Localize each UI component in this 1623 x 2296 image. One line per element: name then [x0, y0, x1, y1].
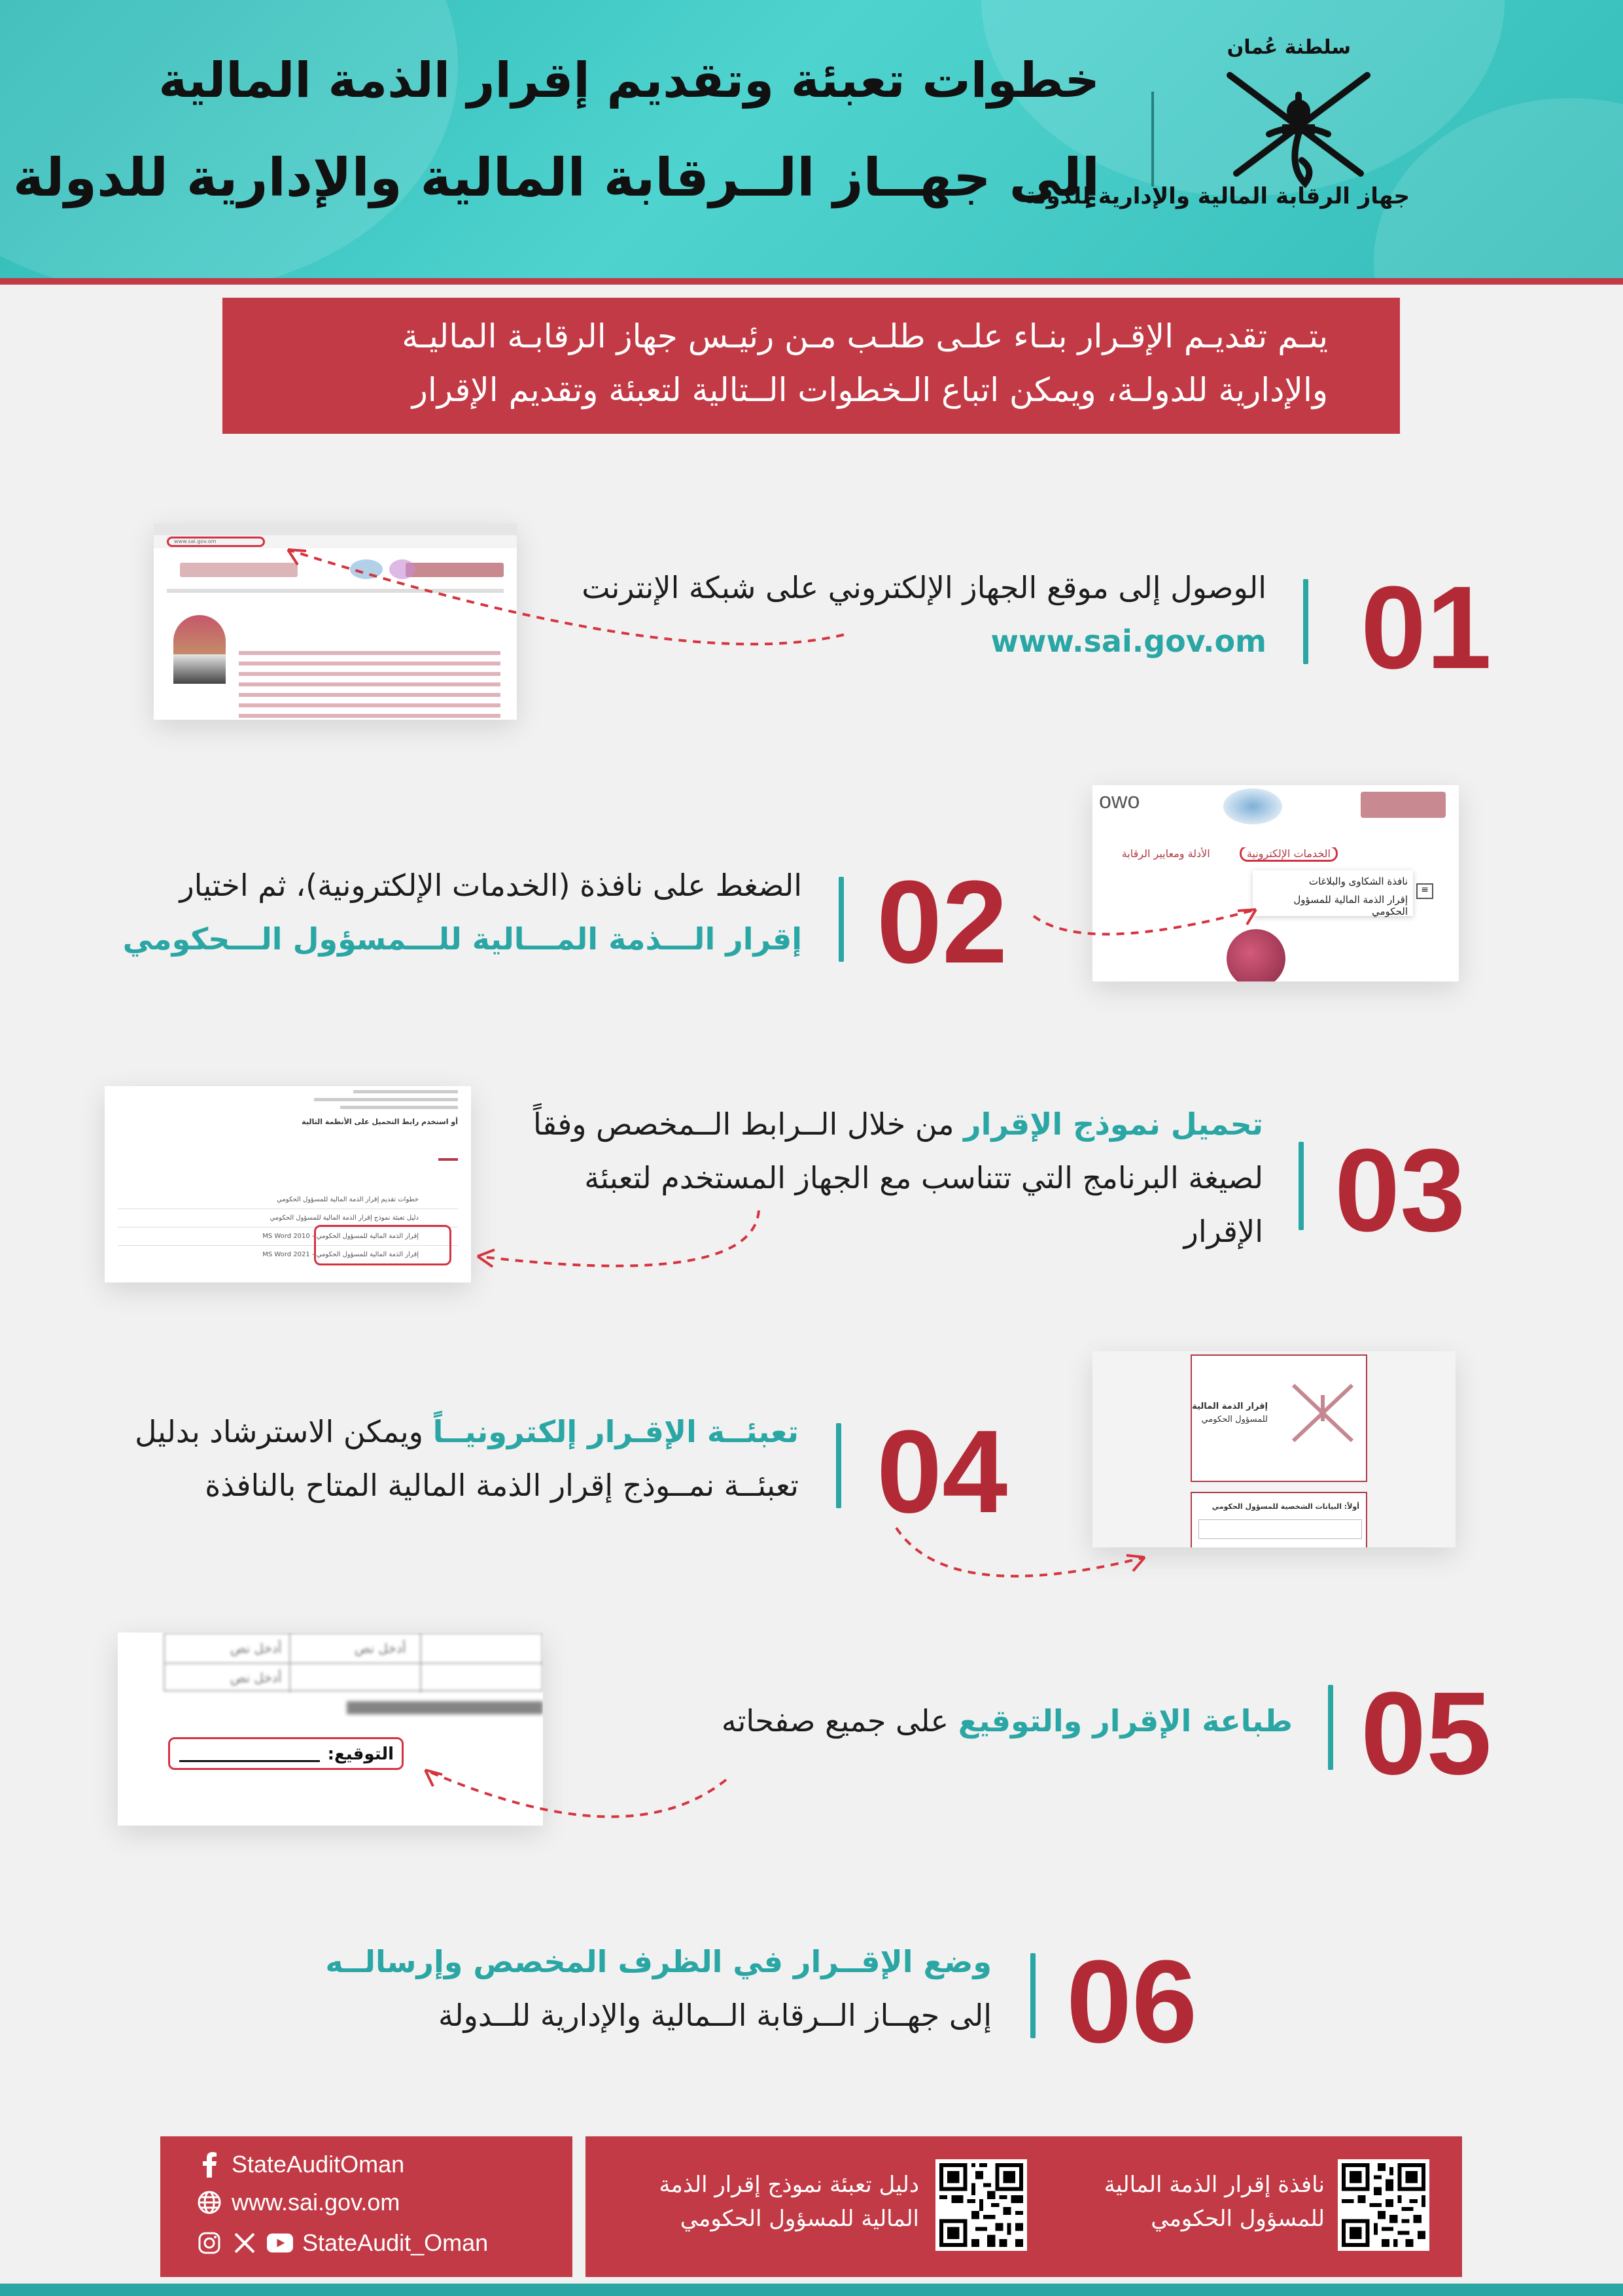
step-03-line-2: لصيغة البرنامج التي تتناسب مع الجهاز المستخدم لتعبئة	[584, 1160, 1263, 1195]
facebook-handle: StateAuditOman	[232, 2151, 405, 2178]
intro-banner	[222, 298, 1400, 434]
step-divider	[1030, 1953, 1036, 2038]
form-cover-title: إقرار الذمة المالية	[1192, 1402, 1268, 1411]
step-divider	[839, 877, 844, 962]
step-divider	[836, 1423, 841, 1508]
signature-box	[168, 1737, 404, 1770]
download-heading: أو استخدم رابط التحميل على الأنظمة التالية	[302, 1118, 458, 1126]
download-row[interactable]: خطوات تقديم إقرار الذمة المالية للمسؤول الحكومي	[118, 1191, 458, 1209]
qr-window-label: نافذة إقرار الذمة المالية للمسؤول الحكومي	[1104, 2172, 1325, 2232]
social-handle: StateAudit_Oman	[302, 2229, 489, 2256]
signature-label: التوقيع:	[327, 1744, 394, 1764]
intro-line-1: يتـم تقديـم الإقـرار بنـاء علـى طلـب مـن رئيـس جهاز الرقابـة الماليـة	[402, 317, 1328, 355]
step-01-link[interactable]: www.sai.gov.om	[990, 624, 1266, 659]
eservices-tab[interactable]: الخدمات الإلكترونية	[1240, 847, 1338, 862]
dashed-arrow-03	[471, 1204, 765, 1289]
page-text-line	[353, 1090, 458, 1093]
step-02-text: الضغط على نافذة (الخدمات الإلكترونية)، ثم اختيار	[179, 868, 802, 903]
portrait-image	[173, 615, 226, 713]
footer-qr-panel	[585, 2136, 1462, 2277]
menu-item-financial-disclosure[interactable]: إقرار الذمة المالية للمسؤول الحكومي	[1293, 894, 1408, 917]
form-table	[1198, 1519, 1362, 1539]
blurred-table	[164, 1633, 543, 1691]
site-nav	[1092, 847, 1459, 864]
dashed-arrow-01	[275, 537, 850, 661]
expo-logo: owo	[1099, 788, 1140, 813]
header-decoration	[0, 0, 458, 278]
page-subtitle: إلى جهــاز الــرقابة المالية والإدارية للدولة	[12, 147, 1100, 208]
blurred-cell: أدخل نص	[230, 1640, 282, 1656]
download-list	[118, 1191, 458, 1264]
download-row[interactable]: إقرار الذمة المالية للمسؤول الحكومي - MS Word 2021	[262, 1251, 419, 1258]
emblem-watermark-icon	[1283, 1369, 1362, 1467]
menu-icon[interactable]: ≡	[1416, 883, 1433, 899]
dashed-arrow-04	[890, 1521, 1151, 1587]
x-icon[interactable]	[232, 2230, 258, 2256]
facebook-link[interactable]	[196, 2151, 404, 2178]
step-03-line-1: تحميل نموذج الإقرار من خلال الــرابط الــمخصص وفقاً	[532, 1106, 1263, 1142]
website-link[interactable]	[196, 2189, 400, 2216]
site-logo	[1361, 792, 1446, 818]
step-number-01: 01	[1361, 562, 1492, 694]
globe-icon	[196, 2189, 222, 2216]
nav-item[interactable]: الأدلة ومعايير الرقابة	[1121, 847, 1210, 860]
step-number-02: 02	[877, 857, 1008, 988]
header-divider	[1151, 92, 1154, 186]
qr-code-guide[interactable]	[935, 2159, 1027, 2251]
step-01-text: الوصول إلى موقع الجهاز الإلكتروني على شبكة الإنترنت	[582, 570, 1266, 605]
screenshot-download-links	[105, 1086, 471, 1282]
download-row[interactable]: إقرار الذمة المالية للمسؤول الحكومي - MS Word 2010	[118, 1227, 458, 1246]
website-url: www.sai.gov.om	[232, 2189, 400, 2216]
url-field: www.sai.gov.om	[167, 537, 265, 547]
form-cover-subtitle: للمسؤول الحكومي	[1201, 1415, 1268, 1424]
blurred-cell: أدخل نص	[230, 1670, 282, 1686]
footer-social-panel	[160, 2136, 572, 2277]
highlight-box	[314, 1225, 451, 1265]
signature-line	[179, 1760, 320, 1762]
step-number-05: 05	[1361, 1668, 1492, 1799]
browser-tabbar	[154, 523, 517, 535]
header-stripe	[0, 278, 1623, 285]
eservices-dropdown	[1253, 870, 1413, 916]
step-divider	[1303, 579, 1308, 664]
step-03-line-3: الإقرار	[1183, 1214, 1263, 1249]
download-row[interactable]: دليل تعبئة نموذج إقرار الذمة المالية للمسؤول الحكومي	[118, 1209, 458, 1227]
youtube-icon[interactable]	[267, 2230, 293, 2256]
step-02-highlight: إقرار الـــذمة المـــالية للـــمسؤول الـــحكومي	[122, 921, 802, 957]
dashed-arrow-05	[412, 1767, 733, 1832]
menu-item-complaints[interactable]: نافذة الشكاوى والبلاغات	[1308, 875, 1408, 887]
step-04-line-1: تعبئــة الإقـرار إلكترونيــاً ويمكن الاسترشاد بدليل	[135, 1414, 799, 1449]
step-number-03: 03	[1335, 1125, 1466, 1256]
screenshot-declaration-form	[1092, 1351, 1456, 1547]
site-logo-secondary	[1223, 788, 1282, 824]
qr-code-window[interactable]	[1338, 2159, 1429, 2251]
blurred-text	[347, 1701, 543, 1714]
form-page-header: أولاً: البيانات الشخصية للمسؤول الحكومي	[1212, 1502, 1359, 1511]
page-title: خطوات تعبئة وتقديم إقرار الذمة المالية	[158, 52, 1100, 109]
social-handles[interactable]	[196, 2229, 488, 2257]
qr-guide-label: دليل تعبئة نموذج إقرار الذمة المالية للمسؤول الحكومي	[659, 2172, 919, 2232]
emblem-top-text: سلطنة عُمان	[1227, 36, 1351, 59]
dashed-arrow-02	[1027, 903, 1263, 955]
footer-bottom-stripe	[0, 2284, 1623, 2296]
step-04-line-2: تعبئــة نمــوذج إقرار الذمة المالية المتاح بالنافذة	[205, 1468, 799, 1503]
step-divider	[1299, 1142, 1304, 1230]
blurred-cell: أدخل نص	[355, 1640, 406, 1656]
step-number-06: 06	[1066, 1936, 1198, 2068]
oman-emblem-icon	[1191, 36, 1406, 245]
step-05-text: طباعة الإقرار والتوقيع على جميع صفحاته	[721, 1703, 1293, 1739]
step-06-highlight: وضع الإقــرار في الظرف المخصص وإرسالــه	[325, 1944, 992, 1979]
facebook-icon	[196, 2151, 222, 2178]
page-text-line	[314, 1098, 458, 1101]
form-page-1	[1191, 1492, 1367, 1547]
step-number-04: 04	[877, 1406, 1008, 1538]
step-divider	[1328, 1685, 1333, 1770]
site-paragraph	[239, 651, 500, 718]
instagram-icon[interactable]	[196, 2230, 222, 2256]
form-cover-page	[1191, 1354, 1367, 1482]
page-link[interactable]	[438, 1158, 458, 1161]
emblem-caption: جهاز الرقابة المالية والإدارية للدولة	[1024, 183, 1410, 209]
intro-line-2: والإدارية للدولـة، ويمكن اتباع الـخطوات الــتالية لتعبئة وتقديم الإقرار	[411, 371, 1328, 409]
page-text-line	[340, 1106, 458, 1109]
step-06-text: إلى جهــاز الــرقابة الــمالية والإدارية للــدولة	[438, 1998, 992, 2033]
